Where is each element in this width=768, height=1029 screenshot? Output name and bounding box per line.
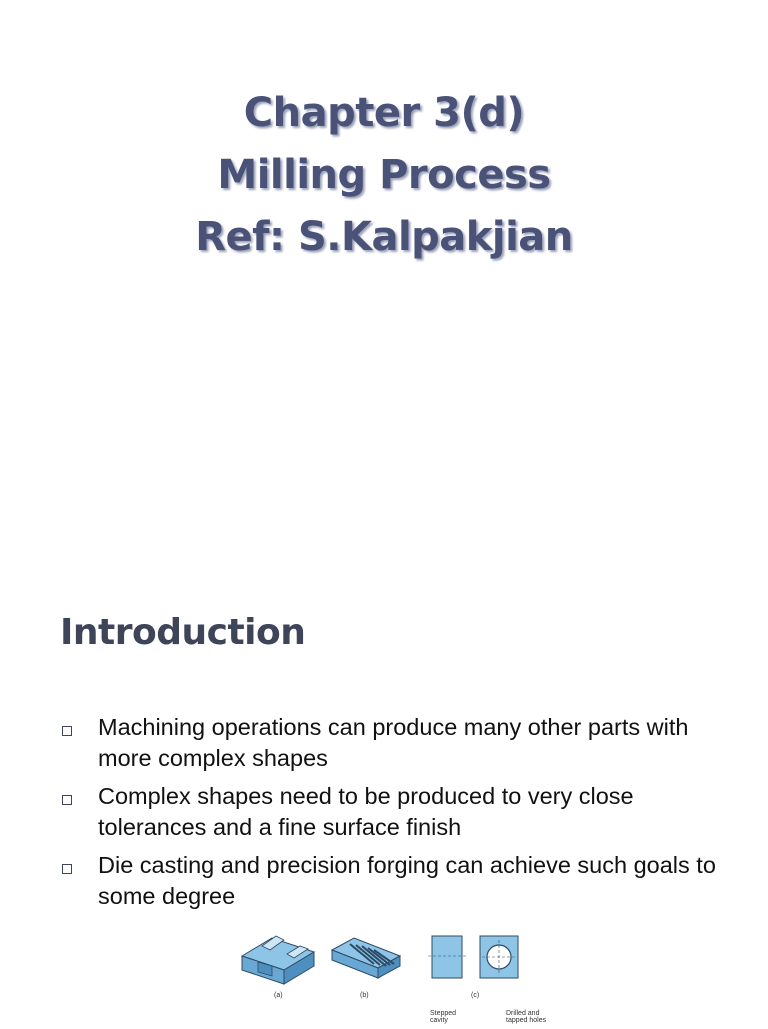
figure-label-b: (b)	[360, 992, 369, 999]
title-topic: Milling Process	[217, 152, 551, 198]
bullet-text: Die casting and precision forging can achieve such goals to some degree	[98, 852, 716, 909]
figure-caption-stepped-cavity: Stepped cavity	[430, 1010, 457, 1024]
part-c-cavity-and-holes	[428, 936, 518, 978]
part-a-slotted-block	[242, 936, 314, 984]
bullet-item	[60, 781, 740, 843]
part-b-ribbed-block	[332, 938, 400, 978]
bullet-item	[60, 712, 740, 774]
bullet-item	[60, 850, 740, 912]
section-heading: Introduction	[60, 612, 306, 653]
bullet-list	[60, 712, 740, 919]
slide-title	[0, 82, 768, 268]
title-reference: Ref: S.Kalpakjian	[195, 214, 573, 260]
bullet-text: Complex shapes need to be produced to very close tolerances and a fine surface finish	[98, 783, 634, 840]
square-bullet-icon	[62, 864, 72, 874]
parts-illustration	[232, 918, 562, 1024]
title-chapter: Chapter 3(d)	[243, 90, 525, 136]
bullet-text: Machining operations can produce many other parts with more complex shapes	[98, 714, 689, 771]
figure-label-a: (a)	[274, 992, 283, 999]
figure-caption-drilled-holes: Drilled and tapped holes	[506, 1010, 547, 1024]
figure-label-c: (c)	[471, 992, 480, 999]
machined-parts-figure	[232, 918, 562, 1024]
square-bullet-icon	[62, 726, 72, 736]
square-bullet-icon	[62, 795, 72, 805]
